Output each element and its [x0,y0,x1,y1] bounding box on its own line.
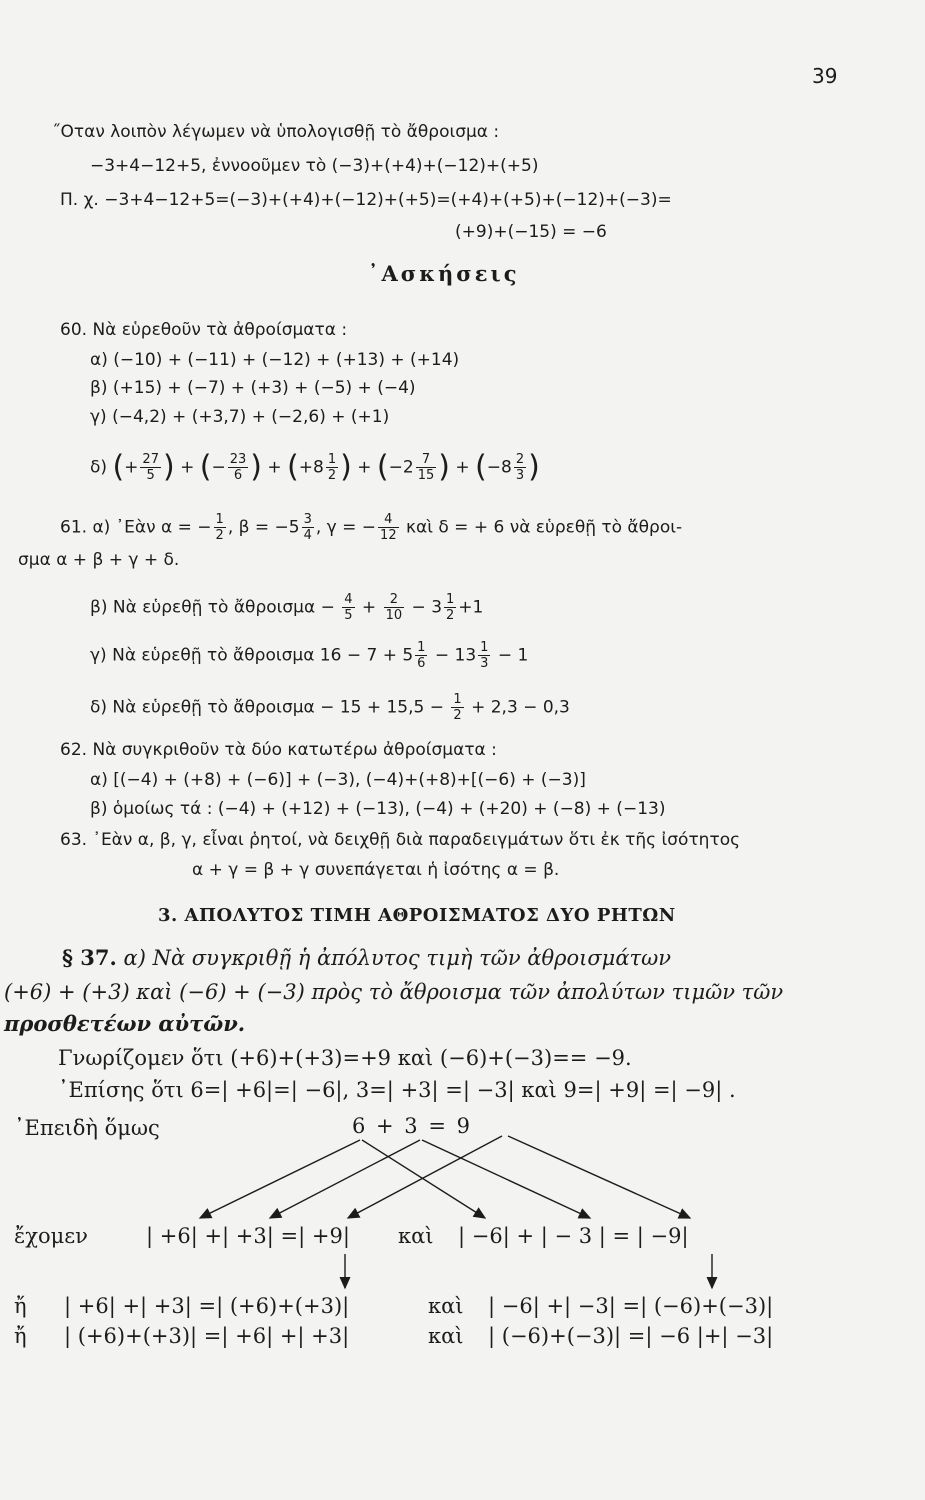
denominator: 5 [146,468,155,483]
ex62-b: β) ὁμοίως τά : (−4) + (+12) + (−13), (−4) + (+20) + (−8) + (−13) [90,799,666,819]
arrow-6-to-minus6 [362,1140,485,1218]
exercises-title: ᾿Ασκήσεις [368,261,520,286]
paren-close: ) [162,449,175,485]
row2-i: ἤ [14,1294,27,1318]
ex61-b-mid: − 3 [411,597,443,618]
row3-left: | (+6)+(+3)| =| +6| +| +3| [64,1324,350,1348]
denominator: 3 [515,468,525,483]
ex61-g-mid: − 13 [434,645,477,666]
ex63-line-2: α + γ = β + γ συνεπάγεται ἡ ἰσότης α = β. [192,860,560,880]
numerator: 2 [384,592,405,608]
par37-line-4: Γνωρίζομεν ὅτι (+6)+(+3)=+9 καὶ (−6)+(−3)== −9. [58,1046,632,1070]
numerator: 1 [327,452,337,467]
numerator: 4 [378,512,399,528]
ex60-d-term5-sign: − [486,457,501,478]
ex60-d-term4-sign: − [388,457,403,478]
ex60-intro: 60. Νὰ εὑρεθοῦν τὰ ἀθροίσματα : [60,320,348,340]
paren-open: ( [475,449,487,485]
denominator: 6 [417,656,426,671]
ex61-b-line-text: β) Νὰ εὑρεθῇ τὸ ἄθροισμα − [90,597,335,618]
row1-left: | +6| +| +3| =| +9| [146,1224,350,1248]
paren-open: ( [199,449,212,485]
numerator: 1 [480,640,489,655]
ex61-b-line: β) Νὰ εὑρεθῇ τὸ ἄθροισμα − $\frac{4}{5}$ + $\frac{2}{10}$ − 3 $\frac{1}{2}$ +1 [90,592,484,623]
row3-i: ἤ [14,1324,27,1348]
denominator: 6 [233,468,243,483]
denominator: 10 [385,608,403,623]
denominator: 4 [303,528,312,543]
paren-close: ) [250,449,262,485]
intro-line-2: −3+4−12+5, ἐννοοῦμεν τὸ (−3)+(+4)+(−12)+(+5) [90,156,539,176]
numerator: 3 [303,512,312,527]
epeidi-label: ᾿Επειδὴ ὅμως [14,1116,160,1140]
page-number: 39 [812,64,838,88]
arrow-9-to-minus9 [508,1136,690,1218]
denominator: 2 [453,708,462,723]
ex62-a: α) [(−4) + (+8) + (−6)] + (−3), (−4)+(+8)+[(−6) + (−3)] [90,770,586,790]
row3-kai: καὶ [428,1324,464,1348]
paren-open: ( [112,449,125,485]
denominator: 12 [380,528,397,543]
denominator: 2 [215,528,224,543]
section-title: 3. ΑΠΟΛΥΤΟΣ ΤΙΜΗ ΑΘΡΟΙΣΜΑΤΟΣ ΔΥΟ ΡΗΤΩΝ [158,905,676,926]
arrow-3-to-plus3 [270,1140,420,1218]
ex60-a: α) (−10) + (−11) + (−12) + (+13) + (+14) [90,350,460,370]
paren-close: ) [340,449,352,485]
ex60-d-term4-whole: 2 [402,457,414,478]
ex61-a-text: 61. α) ᾿Εὰν α = − [60,517,212,538]
ex61-b-text: , β = −5 [227,517,300,538]
par37-line-3: προσθετέων αὐτῶν. [4,1011,246,1036]
numerator: 1 [453,692,462,707]
arrow-3-to-minus3 [422,1140,590,1218]
arrow-9-to-plus9 [348,1136,502,1218]
ex62-intro: 62. Νὰ συγκριθοῦν τὰ δύο κατωτέρω ἀθροίσματα : [60,740,497,760]
paren-open: ( [376,449,389,485]
row1-kai: καὶ [398,1224,434,1248]
sum-equation: 6 + 3 = 9 [352,1114,472,1138]
denominator: 2 [327,468,337,483]
ex61-g-end: − 1 [497,645,529,666]
denominator: 15 [417,468,435,483]
arrow-6-to-plus6 [200,1140,360,1218]
ex63-line-1: 63. ᾿Εὰν α, β, γ, εἶναι ῥητοί, νὰ δειχθῇ διὰ παραδειγμάτων ὅτι ἐκ τῆς ἰσότητος [60,830,741,850]
ex60-d-label: δ) [90,457,108,478]
numerator: 1 [417,640,426,655]
ex60-d-term3-whole: 8 [313,457,324,478]
paren-open: ( [287,449,299,485]
numerator: 4 [344,592,353,607]
row1-right: | −6| + | − 3 | = | −9| [458,1224,689,1248]
row2-kai: καὶ [428,1294,464,1318]
denominator: 3 [480,656,489,671]
row2-left: | +6| +| +3| =| (+6)+(+3)| [64,1294,350,1318]
paren-close: ) [438,449,450,485]
ex61-d-end: + 2,3 − 0,3 [471,697,570,718]
exomen-label: ἔχομεν [14,1224,88,1248]
ex61-b-end: +1 [458,597,484,618]
ex61-g-text: , γ = − [315,517,377,538]
row3-right: | (−6)+(−3)| =| −6 |+| −3| [488,1324,774,1348]
ex60-d-term5-whole: 8 [501,457,512,478]
numerator: 23 [229,452,247,467]
numerator: 27 [142,452,159,467]
row2-right: | −6| +| −3| =| (−6)+(−3)| [488,1294,774,1318]
intro-line-1: ˝Οταν λοιπὸν λέγωμεν νὰ ὑπολογισθῇ τὸ ἄθροισμα : [52,122,500,142]
numerator: 7 [416,452,437,468]
ex60-d-term3-sign: + [298,457,314,478]
par37-line-2: (+6) + (+3) καὶ (−6) + (−3) πρὸς τὸ ἄθροισμα τῶν ἀπολύτων τιμῶν τῶν [4,980,784,1004]
ex61-d-line-text: δ) Νὰ εὑρεθῇ τὸ ἄθροισμα − 15 + 15,5 − [90,697,444,718]
numerator: 1 [215,512,224,527]
numerator: 1 [446,592,455,607]
intro-line-3: Π. χ. −3+4−12+5=(−3)+(+4)+(−12)+(+5)=(+4)+(+5)+(−12)+(−3)= [60,190,672,210]
denominator: 2 [446,608,455,623]
paren-close: ) [528,449,540,485]
ex60-d-term1-sign: + [124,457,139,478]
ex60-b: β) (+15) + (−7) + (+3) + (−5) + (−4) [90,378,416,398]
numerator: 2 [515,452,525,467]
ex60-d-term2-sign: − [211,457,226,478]
par37-number: § 37. [62,945,117,970]
ex61-post-text: καὶ δ = + 6 νὰ εὑρεθῇ τὸ ἄθροι- [406,517,683,538]
par37-line-1-text: α) Νὰ συγκριθῇ ἡ ἀπόλυτος τιμὴ τῶν ἀθροισμάτων [123,946,672,970]
intro-line-4: (+9)+(−15) = −6 [455,222,607,242]
denominator: 5 [344,608,353,623]
ex60-c: γ) (−4,2) + (+3,7) + (−2,6) + (+1) [90,407,390,427]
ex61-cont: σμα α + β + γ + δ. [18,550,180,570]
ex61-g-line-text: γ) Νὰ εὑρεθῇ τὸ ἄθροισμα 16 − 7 + 5 [90,645,414,666]
ex60-d: δ) (+ $\frac{27}{5}$ ) + (− $\frac{23}{6}$ ) + (+8 $\frac{1}{2}$ ) + (−2 $\frac{7}{15}$ ) + (−8 $\frac{2}{3}$ ) [90,449,540,485]
par37-line-5: ᾿Επίσης ὅτι 6=| +6|=| −6|, 3=| +3| =| −3| καὶ 9=| +9| =| −9| . [58,1078,736,1102]
